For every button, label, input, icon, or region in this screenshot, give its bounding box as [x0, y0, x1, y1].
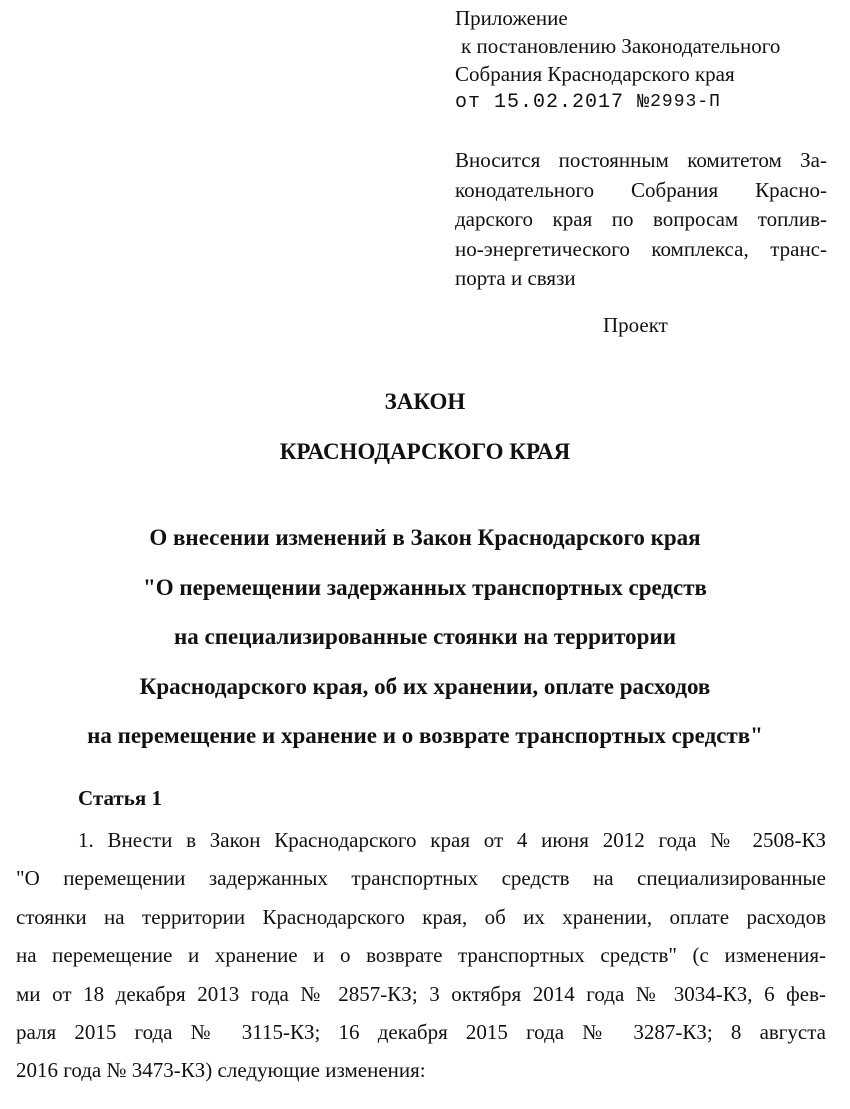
article-line: раля 2015 года № 3115-КЗ; 16 декабря 2015 года № 3287-КЗ; 8 августа	[16, 1020, 826, 1045]
article-heading: Статья 1	[78, 786, 162, 810]
article-line: на перемещение и хранение и о возврате транспортных средств" (с изменения-	[16, 943, 826, 968]
submitter-block	[455, 146, 827, 294]
subject-line: на специализированные стоянки на территории	[174, 624, 676, 649]
number-sign: №	[637, 91, 651, 114]
appendix-line-2: к постановлению Законодательного	[461, 34, 781, 58]
date-prefix: от	[455, 91, 482, 114]
law-region-title: КРАСНОДАРСКОГО КРАЯ	[279, 439, 571, 464]
article-line: "О перемещении задержанных транспортных средств на специализированные	[16, 866, 826, 891]
law-subject	[0, 513, 850, 761]
law-title: ЗАКОН	[384, 389, 466, 414]
subject-line: Краснодарского края, об их хранении, оплате расходов	[139, 673, 711, 699]
appendix-line-3: Собрания Краснодарского края	[455, 62, 735, 86]
subject-line: О внесении изменений в Закон Краснодарского края	[149, 525, 701, 550]
submitter-line: дарского края по вопросам топлив-	[455, 207, 827, 231]
article-line: ми от 18 декабря 2013 года № 2857-КЗ; 3 октября 2014 года № 3034-КЗ, 6 фев-	[16, 981, 826, 1006]
subject-line: "О перемещении задержанных транспортных средств	[143, 574, 707, 600]
submitter-line: но-энергетического комплекса, транс-	[455, 236, 827, 261]
appendix-date-line	[455, 88, 835, 117]
article-line: стоянки на территории Краснодарского края, об их хранении, оплате расходов	[16, 904, 826, 929]
appendix-line-1: Приложение	[455, 6, 568, 30]
resolution-number: 2993-П	[650, 92, 721, 112]
appendix-block	[455, 4, 835, 117]
resolution-date: 15.02.2017	[494, 91, 625, 114]
submitter-line: Вносится постоянным комитетом За-	[455, 148, 827, 172]
subject-line: на перемещение и хранение и о возврате транспортных средств"	[87, 723, 763, 748]
article-line: 1. Внести в Закон Краснодарского края от 4 июня 2012 года № 2508-КЗ	[78, 828, 826, 852]
article-body	[16, 821, 826, 1090]
project-label: Проект	[603, 313, 668, 337]
submitter-line: конодательного Собрания Красно-	[455, 177, 827, 202]
article-line: 2016 года № 3473-КЗ) следующие изменения:	[16, 1058, 426, 1083]
submitter-line: порта и связи	[455, 266, 576, 290]
